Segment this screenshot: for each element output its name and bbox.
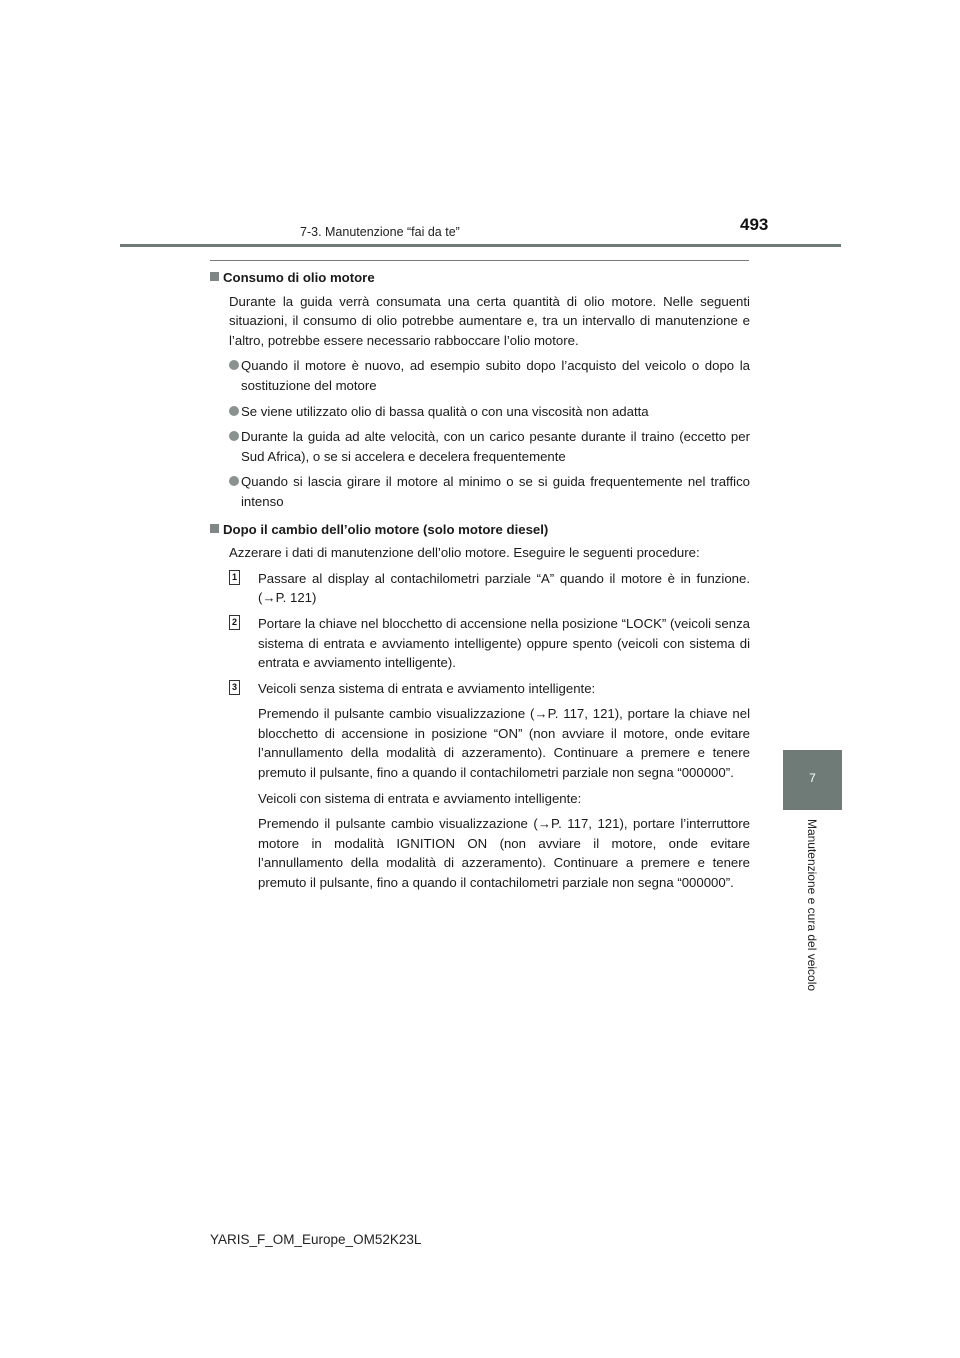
- content-top-rule: [210, 260, 749, 261]
- oil-consumption-intro: Durante la guida verrà consumata una certa quantità di olio motore. Nelle seguenti situazioni, il consumo di olio potrebbe aumentare e, tra un intervallo di manutenzione e l’altro, potrebbe essere necessario rabboccare l’olio motore.: [229, 293, 750, 348]
- procedure-step-1: 1 Passare al display al contachilometri parziale “A” quando il motore è in funzione. (→P. 121): [229, 569, 750, 608]
- chapter-title-vertical: Manutenzione e cura del veicolo: [805, 818, 819, 992]
- step-3-detail-without-smart-key: Premendo il pulsante cambio visualizzazione (→P. 117, 121), portare la chiave nel blocchetto di accensione in posizione “ON” (non avviare il motore, onde evitare l’annullamento della modalità di azzeramento). Continuare a premere e tenere premuto il pulsante, fino a quando il contachilometri parziale non segna “000000”.: [258, 706, 750, 781]
- round-bullet-icon: [229, 360, 239, 370]
- list-item: Quando il motore è nuovo, ad esempio subito dopo l’acquisto del veicolo o dopo la sostituzione del motore: [229, 356, 750, 395]
- step-number-badge: 1: [229, 570, 240, 585]
- square-bullet-icon: [210, 272, 219, 281]
- page-number: 493: [740, 215, 769, 234]
- list-item: Se viene utilizzato olio di bassa qualità o con una viscosità non adatta: [229, 402, 750, 422]
- step-number-badge: 3: [229, 680, 240, 695]
- procedure-step-3: 3 Veicoli senza sistema di entrata e avviamento intelligente:: [229, 679, 750, 699]
- header-section-title: 7-3. Manutenzione “fai da te”: [300, 225, 460, 239]
- step-number-badge: 2: [229, 615, 240, 630]
- square-bullet-icon: [210, 524, 219, 533]
- header-rule: [120, 244, 841, 247]
- chapter-tab: 7: [783, 750, 842, 810]
- list-item: Durante la guida ad alte velocità, con un carico pesante durante il traino (eccetto per Sud Africa), o se si accelera e decelera frequentemente: [229, 427, 750, 466]
- oil-change-intro: Azzerare i dati di manutenzione dell’olio motore. Eseguire le seguenti procedure:: [229, 545, 700, 561]
- round-bullet-icon: [229, 406, 239, 416]
- round-bullet-icon: [229, 431, 239, 441]
- footer-doc-code: YARIS_F_OM_Europe_OM52K23L: [210, 1232, 422, 1247]
- step-3-detail-with-smart-key: Premendo il pulsante cambio visualizzazione (→P. 117, 121), portare l’interruttore motore in modalità IGNITION ON (non avviare il motore, onde evitare l’annullamento della modalità di azzeramento). Continuare a premere e tenere premuto il pulsante, fino a quando il contachilometri parziale non segna “000000”.: [258, 816, 750, 891]
- section-title-oil-change: Dopo il cambio dell’olio motore (solo motore diesel): [210, 520, 750, 540]
- main-content: [210, 268, 750, 893]
- list-item: Quando si lascia girare il motore al minimo o se si guida frequentemente nel traffico intenso: [229, 472, 750, 511]
- procedure-step-2: 2 Portare la chiave nel blocchetto di accensione nella posizione “LOCK” (veicoli senza sistema di entrata e avviamento intelligente) oppure spento (veicoli con sistema di entrata e avviamento intelligente).: [229, 614, 750, 673]
- round-bullet-icon: [229, 476, 239, 486]
- step-3-subheading-smart-key: Veicoli con sistema di entrata e avviamento intelligente:: [258, 790, 582, 806]
- section-title-oil-consumption: Consumo di olio motore: [210, 268, 750, 288]
